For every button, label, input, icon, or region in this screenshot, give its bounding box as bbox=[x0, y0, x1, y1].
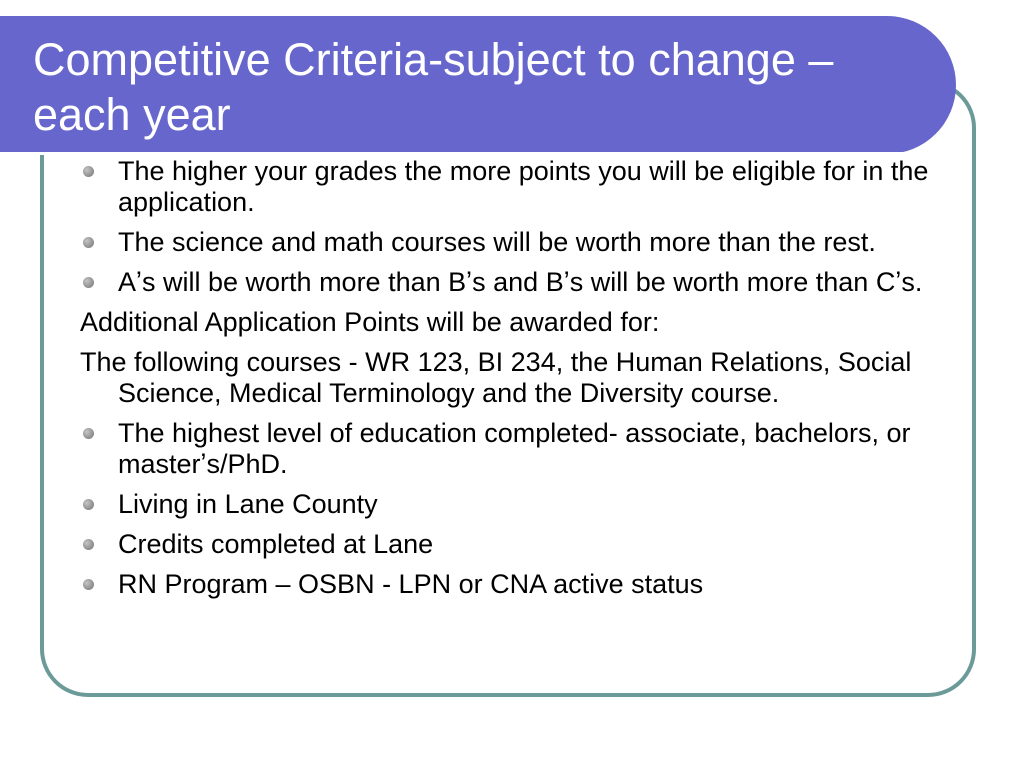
bullet-icon bbox=[83, 499, 94, 510]
list-item-grades bbox=[80, 156, 955, 218]
list-item-letter-grades bbox=[80, 267, 955, 298]
list-item-text: RN Program – OSBN - LPN or CNA active status bbox=[118, 569, 704, 599]
list-item-text: The following courses - WR 123, BI 234, the Human Relations, Social Science, Medical Terminology and the Diversity course. bbox=[80, 347, 912, 408]
bullet-icon bbox=[83, 166, 94, 177]
list-item-text: Living in Lane County bbox=[118, 489, 378, 519]
list-item-courses bbox=[80, 347, 955, 409]
slide-title: Competitive Criteria-subject to change – each year bbox=[33, 34, 834, 140]
list-item-text: Aʼs will be worth more than Bʼs and Bʼs will be worth more than Cʼs. bbox=[118, 267, 923, 297]
list-item-credits-lane bbox=[80, 529, 955, 560]
bullet-icon bbox=[83, 428, 94, 439]
list-item-text: Credits completed at Lane bbox=[118, 529, 434, 559]
list-item-text: The science and math courses will be worth more than the rest. bbox=[118, 227, 876, 257]
bullet-icon bbox=[83, 237, 94, 248]
bullet-icon bbox=[83, 277, 94, 288]
list-item-science-math bbox=[80, 227, 955, 258]
bullet-icon bbox=[83, 579, 94, 590]
list-item-text: The higher your grades the more points you will be eligible for in the application. bbox=[118, 156, 929, 217]
list-item-lane-county bbox=[80, 489, 955, 520]
list-item-additional-points-heading bbox=[80, 307, 955, 338]
list-item-education-level bbox=[80, 418, 955, 480]
list-item-text: Additional Application Points will be awarded for: bbox=[80, 307, 660, 337]
list-item-rn-program bbox=[80, 569, 955, 600]
list-item-text: The highest level of education completed- associate, bachelors, or masterʼs/PhD. bbox=[118, 418, 911, 479]
title-underline bbox=[0, 152, 908, 155]
title-bar bbox=[0, 16, 956, 154]
body-list bbox=[80, 156, 955, 609]
bullet-icon bbox=[83, 539, 94, 550]
